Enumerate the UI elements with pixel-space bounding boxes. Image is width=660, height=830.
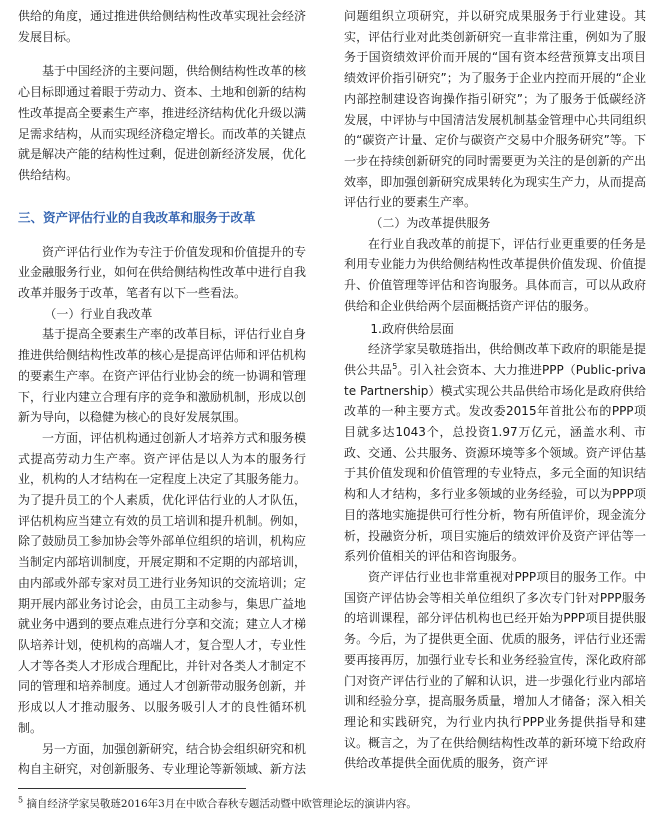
sub-heading: 1.政府供给层面 <box>370 321 454 336</box>
paragraph: 另一方面，加强创新研究，结合协会组织研究和机构自主研究，对创新服务、专业理论等新领域、新方法 <box>18 741 307 777</box>
paragraph: 在行业自我改革的前提下，评估行业更重要的任务是利用专业能力为供给侧结构性改革提供价值发现、价值提升、价值管理等评估和咨询服务。具体而言，可以从政府供给和企业供给两个层面概括资产评估的服务。 <box>344 236 646 313</box>
sub-heading: （一）行业自我改革 <box>44 306 153 321</box>
paragraph-text: 。引入社会资本、大力推进PPP（Public-private Partnership）模式实现公共品供给市场化是政府供给改革的一种主要方式。发改委2015年首批公布的PPP项目就多达1043个，总投资1.97万亿元，涵盖水利、市政、交通、公共服务、资源环境等多个领域。资产评估基于其价值发现和价值管理的专业特点，多元全面的知识结构和人才结构，多行业多领域的业务经验，可以为PPP项目的落地实施提供可行性分析，物有所值评价，现金流分析，投融资分析，项目实施后的绩效评价及资产评估等一系列价值相关的评估和咨询服务。 <box>344 362 646 564</box>
footnote-divider <box>18 788 246 789</box>
section-heading: 三、资产评估行业的自我改革和服务于改革 <box>18 209 256 225</box>
right-column <box>344 6 646 774</box>
paragraph: 基于中国经济的主要问题，供给侧结构性改革的核心目标即通过着眼于劳动力、资本、土地和创新的结构性改革提高全要素生产率，推进经济结构优化升级以满足需求结构，从而实现经济稳定增长。而改革的关键点就是解决产能的结构性过剩，促进创新经济发展，优化供给结构。 <box>18 64 307 182</box>
paragraph: 资产评估行业也非常重视对PPP项目的服务工作。中国资产评估协会等相关单位组织了多次专门针对PPP服务的培训课程，部分评估机构也已经开始为PPP项目提供服务。今后，为了提供更全面、优质的服务，评估行业还需要再接再厉，加强行业专长和业务经验宣传，深化政府部门对资产评估行业的了解和认识，进一步强化行业内部培训和经验分享，提高服务质量，增加人才储备；深入相关理论和实践研究，为行业内执行PPP业务提供指导和建议。概言之，为了在供给侧结构性改革的新环境下给政府供给改革提供全面优质的服务，资产评 <box>344 569 646 771</box>
paragraph: 一方面，评估机构通过创新人才培养方式和服务模式提高劳动力生产率。资产评估是以人为本的服务行业，机构的人才结构在一定程度上决定了其服务能力。为了提升员工的个人素质，优化评估行业的人才队伍，评估机构应当建立有效的员工培训和提升机制。例如，除了鼓励员工参加协会等外部单位组织的培训，机构应当制定内部培训制度，开展定期和不定期的内部培训，由内部或外部专家对员工进行业务知识的交流培训；定期开展内部业务讨论会，由员工主动参与，集思广益地就业务中遇到的要点难点进行分享和交流；建立人才梯队培养计划，使机构的高端人才，复合型人才，专业性人才等各类人才形成合理配比，并针对各类人才制定不同的管理和培养制度。通过人才创新带动服务创新，并形成以人才推动服务、以服务吸引人才的良性循环机制。 <box>18 430 307 735</box>
paragraph-text: 经济学家吴敬琏指出，供给侧改革下政府的职能是提供公共品 <box>344 342 646 377</box>
paragraph: 资产评估行业作为专注于价值发现和价值提升的专业金融服务行业，如何在供给侧结构性改革中进行自我改革并服务于改革，笔者有以下一些看法。 <box>18 244 307 301</box>
paragraph: 问题组织立项研究，并以研究成果服务于行业建设。其实，评估行业对此类创新研究一直非常注重，例如为了服务于国资绩效评价而开展的“国有资本经营预算支出项目绩效评价指引研究”；为了服务于企业内控而开展的“企业内部控制建设咨询操作指引研究”；为了服务于低碳经济发展，中评协与中国清洁发展机制基金管理中心共同组织的“碳资产计量、定价与碳资产交易中介服务研究”等。下一步在持续创新研究的同时需要更为关注的是创新的产出效率，即加强创新研究成果转化为现实生产力，从而提高评估行业的要素生产率。 <box>344 9 646 210</box>
footnote-text: 摘自经济学家吴敬琏2016年3月在中欧合春秋专题活动暨中欧管理论坛的演讲内容。 <box>26 798 417 810</box>
paragraph: 供给的角度，通过推进供给侧结构性改革实现社会经济发展目标。 <box>18 9 307 44</box>
footnote-marker: 5 <box>18 795 24 805</box>
footnote-reference: 5 <box>392 361 398 371</box>
sub-heading: （二）为改革提供服务 <box>370 216 491 231</box>
paragraph <box>344 339 646 567</box>
paragraph: 基于提高全要素生产率的改革目标，评估行业自身推进供给侧结构性改革的核心是提高评估师和评估机构的要素生产率。在资产评估行业协会的统一协调和管理下，行业内建立合理有序的竞争和激励机制，形成以创新为导向，以稳健为核心的良好发展氛围。 <box>18 327 307 425</box>
footnote <box>18 797 638 811</box>
left-column <box>18 6 306 780</box>
